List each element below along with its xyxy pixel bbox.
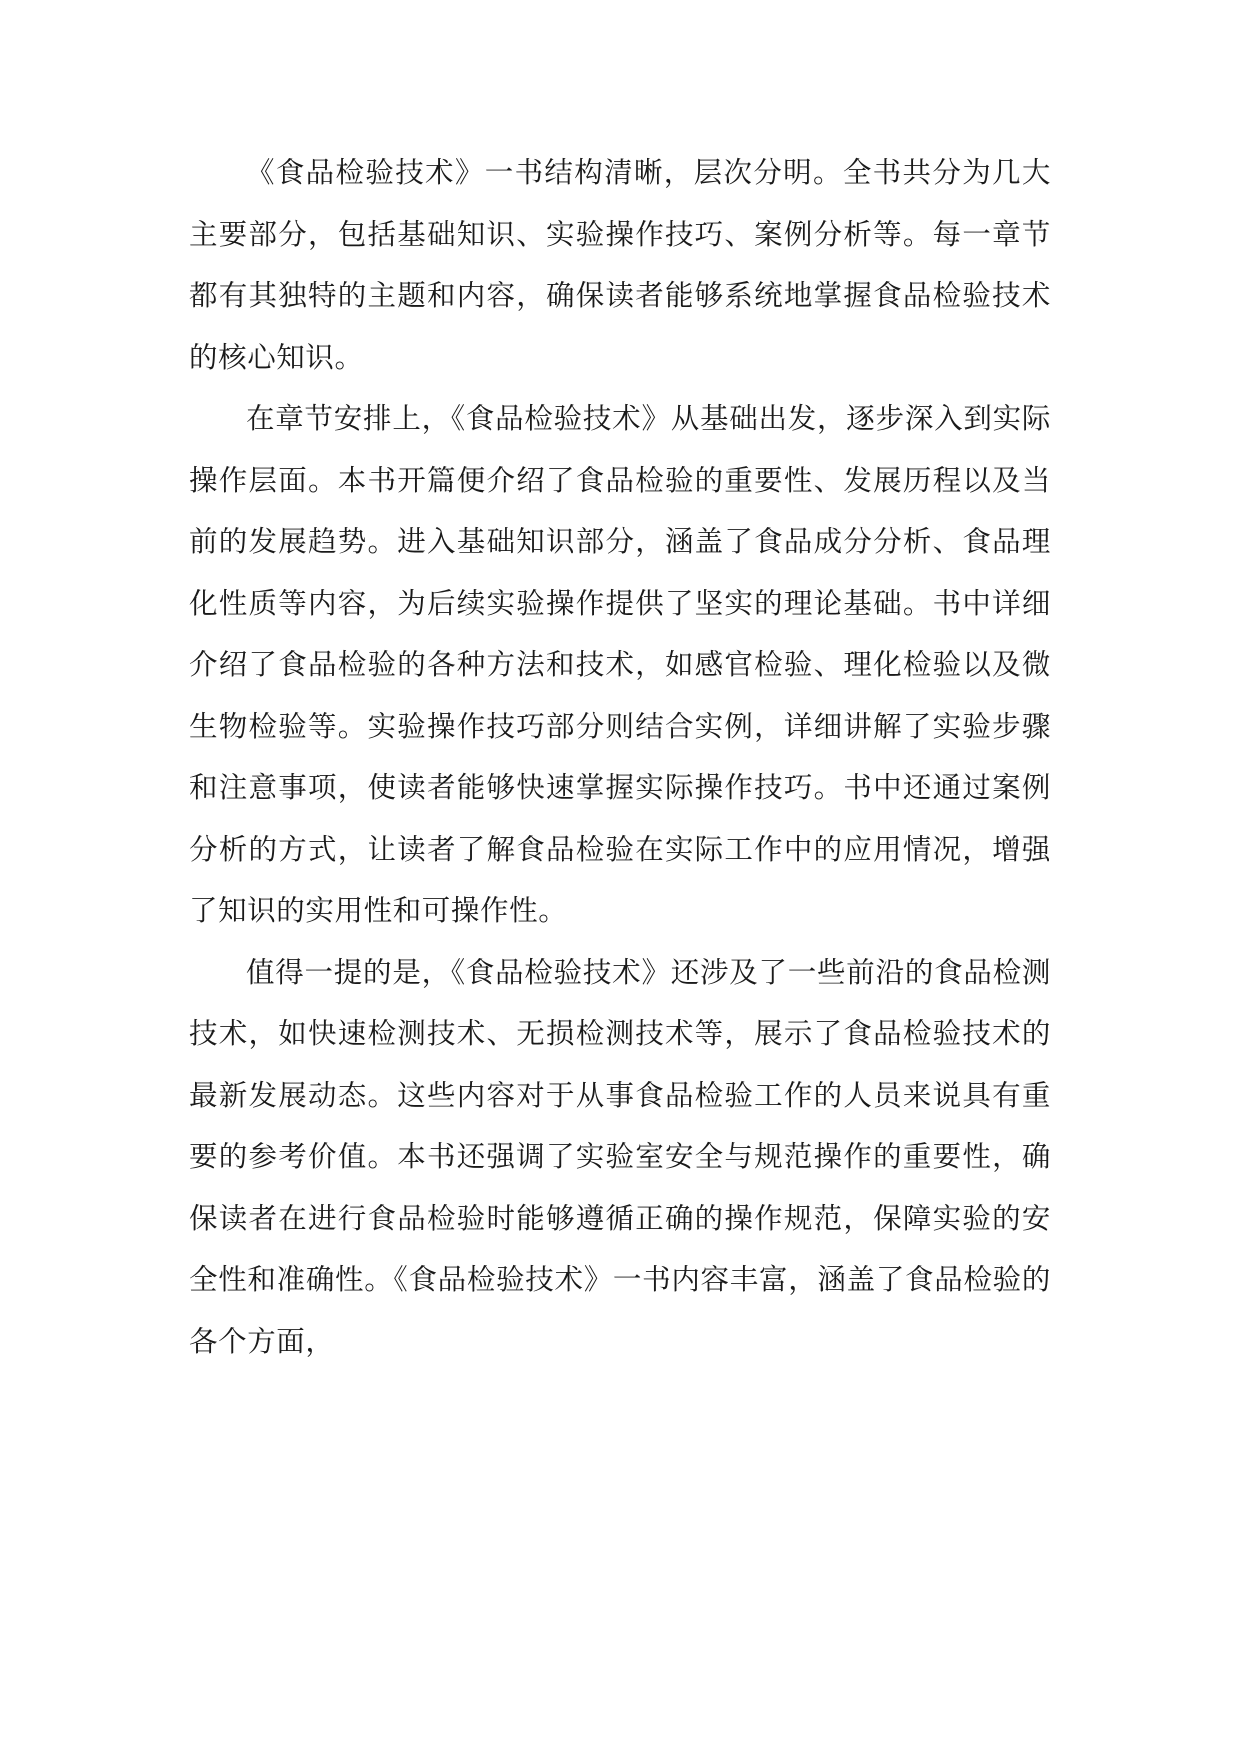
paragraph-frontier: 值得一提的是，《食品检验技术》还涉及了一些前沿的食品检测技术，如快速检测技术、无损检测技术等，展示了食品检验技术的最新发展动态。这些内容对于从事食品检验工作的人员来说具有重要的参考价值。本书还强调了实验室安全与规范操作的重要性，确保读者在进行食品检验时能够遵循正确的操作规范，保障实验的安全性和准确性。《食品检验技术》一书内容丰富，涵盖了食品检验的各个方面， (189, 955, 1051, 1358)
paragraph-chapters: 在章节安排上，《食品检验技术》从基础出发，逐步深入到实际操作层面。本书开篇便介绍了食品检验的重要性、发展历程以及当前的发展趋势。进入基础知识部分，涵盖了食品成分分析、食品理化性质等内容，为后续实验操作提供了坚实的理论基础。书中详细介绍了食品检验的各种方法和技术，如感官检验、理化检验以及微生物检验等。实验操作技巧部分则结合实例，详细讲解了实验步骤和注意事项，使读者能够快速掌握实际操作技巧。书中还通过案例分析的方式，让读者了解食品检验在实际工作中的应用情况，增强了知识的实用性和可操作性。 (189, 402, 1051, 927)
paragraph-structure: 《食品检验技术》一书结构清晰，层次分明。全书共分为几大主要部分，包括基础知识、实验操作技巧、案例分析等。每一章节都有其独特的主题和内容，确保读者能够系统地掌握食品检验技术的核心知识。 (189, 156, 1051, 374)
document-body (189, 142, 1051, 1372)
